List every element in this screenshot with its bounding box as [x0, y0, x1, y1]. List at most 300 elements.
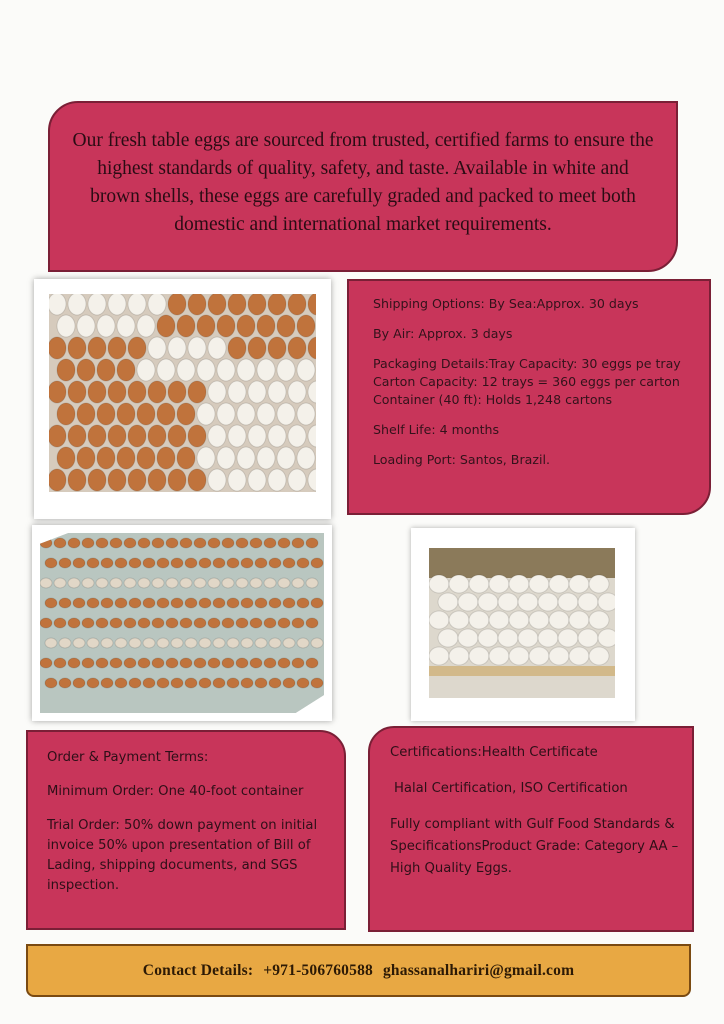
egg [197, 447, 215, 469]
egg [137, 447, 155, 469]
egg [59, 678, 71, 688]
egg [213, 598, 225, 608]
egg [157, 315, 175, 337]
egg [54, 618, 66, 628]
egg [469, 575, 489, 593]
egg [241, 558, 253, 568]
egg [45, 558, 57, 568]
egg [82, 658, 94, 668]
trial-order: Trial Order: 50% down payment on initial invoice 50% upon presentation of Bill of Lading, shipping documents, and SGS inspection. [47, 818, 318, 893]
egg [292, 618, 304, 628]
egg [110, 658, 122, 668]
egg [589, 647, 609, 665]
egg [578, 629, 598, 647]
egg [157, 558, 169, 568]
egg [129, 638, 141, 648]
egg [128, 337, 146, 359]
egg [138, 618, 150, 628]
egg [185, 598, 197, 608]
egg [489, 647, 509, 665]
egg [117, 359, 135, 381]
egg [171, 558, 183, 568]
egg [73, 598, 85, 608]
egg [152, 618, 164, 628]
egg [255, 598, 267, 608]
egg [306, 538, 318, 548]
egg [250, 658, 262, 668]
egg [292, 538, 304, 548]
egg [241, 638, 253, 648]
egg [157, 403, 175, 425]
egg [278, 578, 290, 588]
egg [129, 678, 141, 688]
egg [88, 381, 106, 403]
egg [509, 647, 529, 665]
egg [180, 538, 192, 548]
egg [108, 294, 126, 315]
egg [222, 658, 234, 668]
egg [538, 593, 558, 611]
egg [297, 638, 309, 648]
egg [264, 658, 276, 668]
egg [589, 611, 609, 629]
egg [478, 629, 498, 647]
egg [87, 638, 99, 648]
egg [199, 558, 211, 568]
egg [177, 359, 195, 381]
egg [269, 638, 281, 648]
egg [88, 337, 106, 359]
egg [157, 598, 169, 608]
egg [148, 337, 166, 359]
egg [45, 638, 57, 648]
egg [558, 593, 578, 611]
egg [288, 337, 306, 359]
shipping-air: By Air: Approx. 3 days [373, 326, 513, 341]
egg [115, 558, 127, 568]
egg [185, 638, 197, 648]
egg [257, 359, 275, 381]
egg [438, 629, 458, 647]
egg [143, 638, 155, 648]
egg [297, 403, 315, 425]
white-egg-tray-photo [411, 528, 635, 721]
packaging-details: Packaging Details:Tray Capacity: 30 eggs pe tray Carton Capacity: 12 trays = 360 eggs per carton Container (40 ft): Holds 1,248 cartons [373, 356, 681, 407]
egg [269, 598, 281, 608]
shipping-panel [347, 279, 711, 515]
egg [438, 593, 458, 611]
egg [177, 315, 195, 337]
contact-label: Contact Details: [142, 961, 254, 979]
egg [311, 558, 323, 568]
egg [489, 611, 509, 629]
egg [68, 658, 80, 668]
egg [68, 294, 86, 315]
egg [288, 425, 306, 447]
egg [49, 469, 66, 491]
egg [148, 425, 166, 447]
egg [264, 538, 276, 548]
egg [117, 403, 135, 425]
egg [549, 575, 569, 593]
egg [292, 658, 304, 668]
egg [57, 359, 75, 381]
egg [297, 678, 309, 688]
egg [188, 294, 206, 315]
egg [458, 593, 478, 611]
egg [277, 359, 295, 381]
egg [311, 598, 323, 608]
egg [236, 618, 248, 628]
egg [217, 447, 235, 469]
egg [40, 538, 52, 548]
egg [124, 618, 136, 628]
egg [166, 658, 178, 668]
contact-email[interactable]: ghassanalhariri@gmail.com [382, 961, 575, 979]
egg [429, 611, 449, 629]
egg [268, 337, 286, 359]
egg [180, 578, 192, 588]
egg [137, 315, 155, 337]
egg [57, 315, 75, 337]
egg [478, 593, 498, 611]
egg [124, 538, 136, 548]
egg [227, 678, 239, 688]
egg [213, 678, 225, 688]
egg [152, 658, 164, 668]
egg [197, 315, 215, 337]
egg [157, 359, 175, 381]
egg [208, 578, 220, 588]
egg [188, 381, 206, 403]
egg [101, 598, 113, 608]
egg [157, 447, 175, 469]
egg [283, 598, 295, 608]
egg [255, 558, 267, 568]
egg [529, 611, 549, 629]
egg [108, 337, 126, 359]
egg [157, 638, 169, 648]
egg [458, 629, 478, 647]
egg [469, 611, 489, 629]
egg [124, 578, 136, 588]
egg [222, 538, 234, 548]
egg [269, 678, 281, 688]
certifications-line-1: Certifications:Health Certificate [390, 745, 598, 760]
egg [177, 447, 195, 469]
egg [68, 538, 80, 548]
egg [268, 425, 286, 447]
egg [449, 611, 469, 629]
egg [569, 647, 589, 665]
egg [208, 618, 220, 628]
certifications-line-2: Halal Certification, ISO Certification [394, 781, 628, 796]
egg [598, 593, 615, 611]
egg [208, 425, 226, 447]
egg [538, 629, 558, 647]
egg [297, 359, 315, 381]
egg [469, 647, 489, 665]
egg [68, 469, 86, 491]
certifications-line-3: Fully compliant with Gulf Food Standards & SpecificationsProduct Grade: Category AA – High Quality Eggs. [390, 817, 679, 876]
egg [278, 618, 290, 628]
egg [124, 658, 136, 668]
egg [54, 578, 66, 588]
egg [311, 678, 323, 688]
egg [68, 618, 80, 628]
egg [101, 678, 113, 688]
egg [241, 678, 253, 688]
egg [227, 598, 239, 608]
egg [208, 294, 226, 315]
egg [248, 381, 266, 403]
egg [188, 425, 206, 447]
egg [269, 558, 281, 568]
egg [248, 294, 266, 315]
egg [248, 337, 266, 359]
egg [97, 403, 115, 425]
egg [166, 578, 178, 588]
egg [108, 425, 126, 447]
egg [168, 469, 186, 491]
egg [49, 294, 66, 315]
egg [57, 403, 75, 425]
contact-phone[interactable]: +971-506760588 [263, 961, 373, 979]
egg [40, 658, 52, 668]
egg [578, 593, 598, 611]
egg [194, 538, 206, 548]
shelf-life: Shelf Life: 4 months [373, 422, 500, 437]
egg [213, 558, 225, 568]
egg [137, 359, 155, 381]
egg [40, 618, 52, 628]
egg [489, 575, 509, 593]
order-title: Order & Payment Terms: [47, 750, 209, 765]
egg [255, 678, 267, 688]
brown-egg-trays-photo [32, 525, 332, 721]
egg [449, 647, 469, 665]
egg [217, 359, 235, 381]
egg [277, 403, 295, 425]
egg [68, 337, 86, 359]
intro-text: Our fresh table eggs are sourced from trusted, certified farms to ensure the highest standards of quality, safety, and taste. Available in white and brown shells, these eggs are carefully graded and packed to meet both domestic and international market requirements. [72, 130, 654, 235]
egg [228, 425, 246, 447]
egg [108, 381, 126, 403]
egg [297, 315, 315, 337]
egg [255, 638, 267, 648]
egg [292, 578, 304, 588]
egg [54, 538, 66, 548]
egg [171, 598, 183, 608]
egg [128, 381, 146, 403]
egg [199, 678, 211, 688]
egg [288, 469, 306, 491]
egg [283, 638, 295, 648]
egg [429, 647, 449, 665]
egg [45, 678, 57, 688]
minimum-order: Minimum Order: One 40-foot container [47, 784, 304, 799]
egg [277, 315, 295, 337]
egg [110, 538, 122, 548]
egg [222, 618, 234, 628]
egg [429, 575, 449, 593]
egg [88, 469, 106, 491]
egg [257, 447, 275, 469]
egg [87, 678, 99, 688]
egg [143, 558, 155, 568]
egg [96, 658, 108, 668]
egg [137, 403, 155, 425]
egg [88, 294, 106, 315]
egg [68, 578, 80, 588]
egg [40, 578, 52, 588]
egg [117, 447, 135, 469]
egg [148, 469, 166, 491]
egg [250, 538, 262, 548]
egg [237, 403, 255, 425]
egg [194, 658, 206, 668]
egg [82, 618, 94, 628]
egg [589, 575, 609, 593]
egg [194, 578, 206, 588]
egg [264, 618, 276, 628]
egg [288, 294, 306, 315]
egg [228, 469, 246, 491]
egg [138, 658, 150, 668]
egg [101, 558, 113, 568]
egg [54, 658, 66, 668]
egg [222, 578, 234, 588]
egg [529, 647, 549, 665]
egg [68, 425, 86, 447]
egg [97, 359, 115, 381]
egg [236, 578, 248, 588]
egg [77, 359, 95, 381]
egg [297, 447, 315, 469]
egg [250, 618, 262, 628]
egg [115, 678, 127, 688]
egg [180, 658, 192, 668]
egg [108, 469, 126, 491]
egg [82, 578, 94, 588]
egg [268, 469, 286, 491]
egg [509, 575, 529, 593]
egg [283, 558, 295, 568]
egg [236, 538, 248, 548]
loading-port: Loading Port: Santos, Brazil. [373, 452, 550, 467]
egg [59, 558, 71, 568]
egg [237, 359, 255, 381]
egg [283, 678, 295, 688]
egg [569, 611, 589, 629]
egg [87, 558, 99, 568]
egg [228, 381, 246, 403]
egg [148, 294, 166, 315]
intro-panel [48, 101, 678, 272]
egg [498, 629, 518, 647]
egg [306, 658, 318, 668]
egg [208, 381, 226, 403]
egg [197, 359, 215, 381]
egg [168, 381, 186, 403]
egg [549, 647, 569, 665]
egg [213, 638, 225, 648]
egg [188, 469, 206, 491]
egg [549, 611, 569, 629]
egg [97, 447, 115, 469]
egg [157, 678, 169, 688]
egg [241, 598, 253, 608]
egg [166, 538, 178, 548]
egg [45, 598, 57, 608]
egg [268, 381, 286, 403]
egg [236, 658, 248, 668]
egg [49, 425, 66, 447]
egg [73, 558, 85, 568]
egg [257, 403, 275, 425]
egg [277, 447, 295, 469]
egg [115, 598, 127, 608]
egg [129, 558, 141, 568]
egg [288, 381, 306, 403]
egg [529, 575, 549, 593]
egg [73, 678, 85, 688]
egg [569, 575, 589, 593]
egg [129, 598, 141, 608]
egg [128, 469, 146, 491]
egg [248, 425, 266, 447]
egg [228, 294, 246, 315]
egg [199, 638, 211, 648]
egg [278, 658, 290, 668]
egg [97, 315, 115, 337]
egg [268, 294, 286, 315]
egg [311, 638, 323, 648]
egg [297, 598, 309, 608]
egg [68, 381, 86, 403]
egg [177, 403, 195, 425]
egg [96, 578, 108, 588]
egg [166, 618, 178, 628]
egg [168, 337, 186, 359]
egg [598, 629, 615, 647]
egg [152, 578, 164, 588]
egg [171, 678, 183, 688]
egg [82, 538, 94, 548]
egg [49, 337, 66, 359]
egg [217, 315, 235, 337]
egg [143, 678, 155, 688]
egg [73, 638, 85, 648]
egg [77, 447, 95, 469]
egg [278, 538, 290, 548]
shipping-sea: Shipping Options: By Sea:Approx. 30 days [373, 296, 639, 311]
egg [217, 403, 235, 425]
egg [297, 558, 309, 568]
egg [117, 315, 135, 337]
egg [509, 611, 529, 629]
egg [306, 618, 318, 628]
egg [518, 593, 538, 611]
egg [148, 381, 166, 403]
egg [208, 658, 220, 668]
egg [264, 578, 276, 588]
egg [128, 425, 146, 447]
egg [168, 425, 186, 447]
egg [199, 598, 211, 608]
egg [227, 638, 239, 648]
egg [227, 558, 239, 568]
